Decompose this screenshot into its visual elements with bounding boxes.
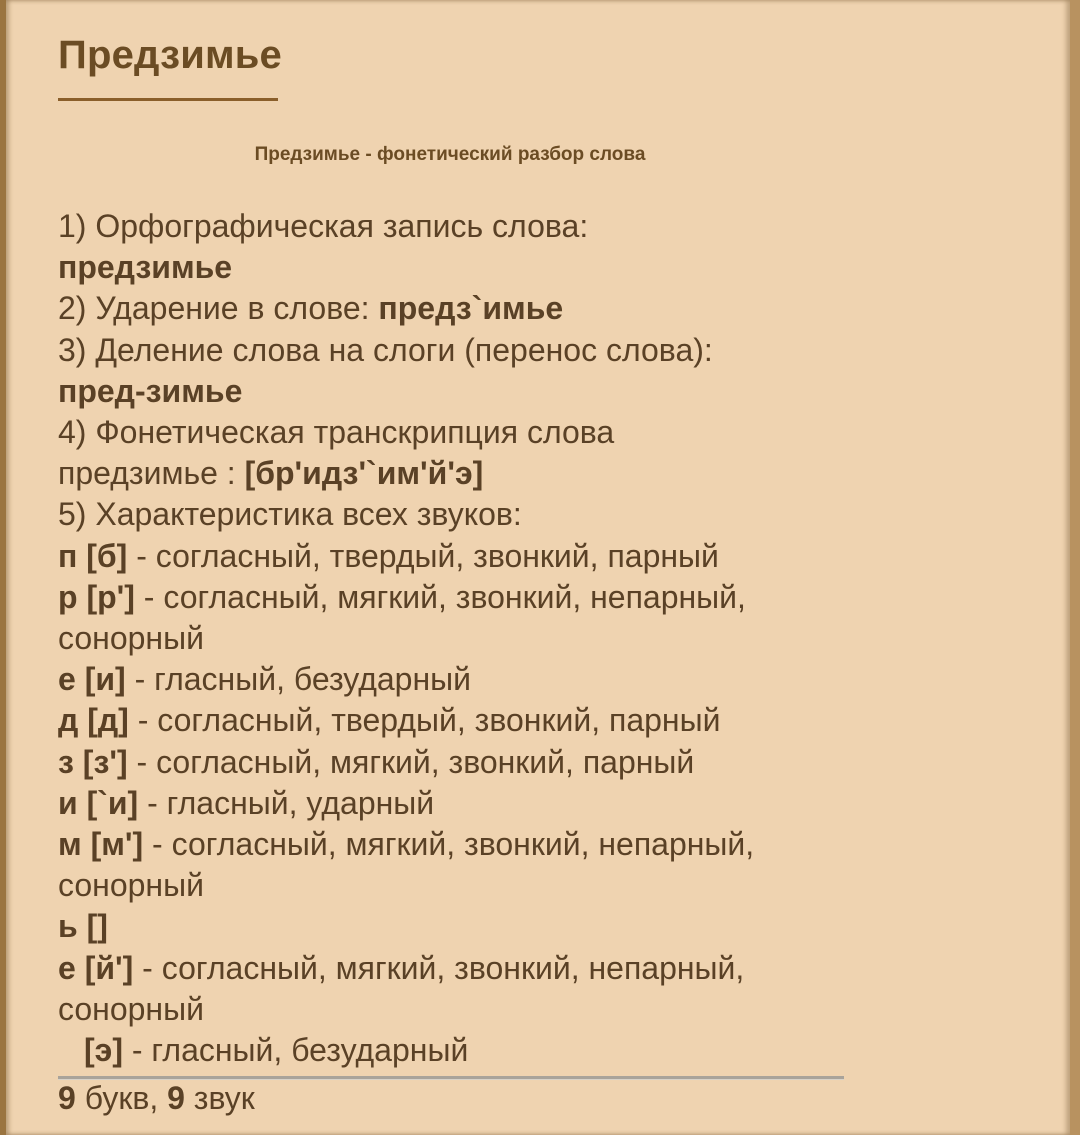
- sound-row: [58, 906, 858, 947]
- sound-row: [58, 783, 858, 824]
- sound-letter: е [и]: [58, 661, 126, 698]
- sound-letter: и [`и]: [58, 784, 139, 821]
- sound-desc: - согласный, мягкий, звонкий, непарный,: [133, 949, 745, 986]
- sound-row: [58, 536, 858, 577]
- letters-count: 9: [58, 1080, 76, 1116]
- sound-desc: - согласный, мягкий, звонкий, непарный,: [143, 826, 755, 863]
- sound-desc: - гласный, безударный: [125, 661, 471, 698]
- sound-row: [58, 659, 858, 700]
- sound-desc-continuation: сонорный: [58, 990, 204, 1027]
- summary: [58, 1078, 255, 1119]
- sound-desc: - согласный, мягкий, звонкий, непарный,: [134, 578, 746, 615]
- sound-desc: - согласный, твердый, звонкий, парный: [128, 702, 721, 739]
- step-1-value: предзимье: [58, 249, 233, 286]
- sound-row: [58, 1030, 858, 1071]
- step-4-label: 4) Фонетическая транскрипция слова: [58, 414, 615, 451]
- sound-letter: ь []: [58, 908, 108, 945]
- step-2-value: предз`имье: [378, 290, 564, 327]
- sound-letter: д [д]: [58, 702, 129, 739]
- step-2-label: 2) Ударение в слове:: [58, 290, 379, 327]
- sound-letter: [э]: [84, 1032, 123, 1069]
- sound-letter: п [б]: [58, 537, 128, 574]
- title-underline: [58, 98, 278, 101]
- sound-row: [58, 700, 858, 741]
- sounds-label: звук: [184, 1080, 255, 1116]
- letters-label: букв,: [75, 1080, 168, 1116]
- step-4: [58, 453, 858, 494]
- sound-row: [58, 824, 858, 865]
- sound-row: [58, 577, 858, 618]
- sound-desc: - гласный, ударный: [138, 784, 435, 821]
- step-3-value: пред-зимье: [58, 372, 243, 409]
- sound-letter: е [й']: [58, 949, 134, 986]
- sound-row: [58, 742, 858, 783]
- sound-desc: - согласный, твердый, звонкий, парный: [127, 537, 719, 574]
- phonetic-analysis: [58, 206, 858, 1071]
- sounds-count: 9: [167, 1080, 185, 1116]
- sound-desc-continuation: сонорный: [58, 867, 204, 904]
- sound-desc-continuation: сонорный: [58, 620, 204, 657]
- sound-desc: - гласный, безударный: [122, 1032, 469, 1069]
- step-4-word: предзимье :: [58, 455, 245, 492]
- sound-letter: з [з']: [58, 743, 128, 780]
- subtitle: Предзимье - фонетический разбор слова: [254, 144, 646, 165]
- sound-letter: м [м']: [58, 826, 144, 863]
- sound-desc: - согласный, мягкий, звонкий, парный: [127, 743, 695, 780]
- step-4-transcription: [бр'идз'`им'й'э]: [244, 455, 484, 492]
- step-2: [58, 288, 858, 329]
- step-5-label: 5) Характеристика всех звуков:: [58, 496, 522, 533]
- step-1-label: 1) Орфографическая запись слова:: [58, 208, 589, 244]
- step-3-label: 3) Деление слова на слоги (перенос слова):: [58, 331, 713, 368]
- sound-row: [58, 948, 858, 989]
- page-title: Предзимье: [58, 33, 283, 77]
- sound-letter: р [р']: [58, 578, 135, 615]
